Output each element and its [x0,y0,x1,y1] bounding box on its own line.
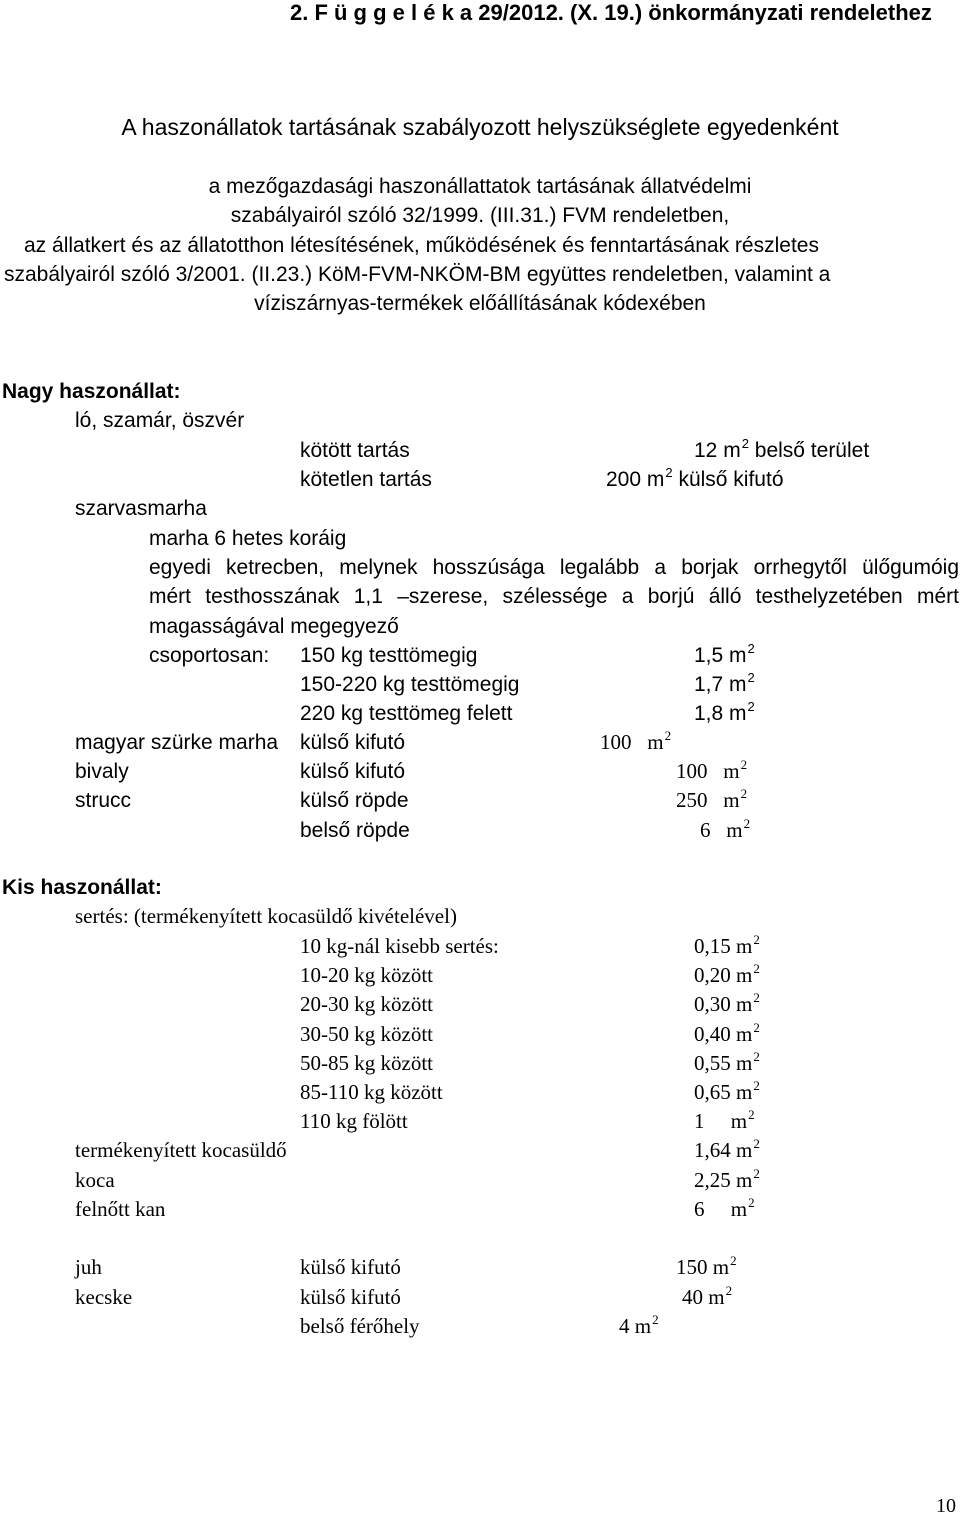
paragraph-line: egyedi ketrecben, melynek hosszúsága legalább a borjak orrhegytől ülőgumóig [149,556,959,579]
weight-desc: 10-20 kg között [300,963,433,987]
animal-label-szarvasmarha: szarvasmarha [75,497,207,520]
weight-desc: 150 kg testtömegig [300,644,478,667]
keeping-type: kötött tartás [300,439,410,462]
animal-label-sertes: sertés: (termékenyített kocasüldő kivételével) [75,904,457,928]
paragraph-line: mért testhosszának 1,1 –szerese, szélessége a borjú álló testhelyzetében mért [149,585,959,608]
paragraph-line: magasságával megegyező [149,615,399,638]
weight-desc: 85-110 kg között [300,1080,443,1104]
place-label: külső röpde [300,789,409,812]
place-label: külső kifutó [300,760,406,783]
place-label: külső kifutó [300,1285,401,1309]
intro-line: víziszárnyas-termékek előállításának kódexében [254,292,706,315]
area-value: 1 $m^2$ [694,1107,755,1133]
weight-desc: 150-220 kg testtömegig [300,673,520,696]
animal-label: koca [75,1168,115,1192]
appendix-heading: 2. F ü g g e l é k a 29/2012. (X. 19.) önkormányzati rendelethez [290,0,932,25]
area-value: 4 $m^2$ [619,1312,659,1338]
animal-label-lo: ló, szamár, öszvér [75,409,245,432]
area-value: 200 $m^2$ külső kifutó [606,465,784,491]
animal-label: termékenyített kocasüldő [75,1138,287,1162]
weight-desc: 30-50 kg között [300,1022,433,1046]
area-value: 1,8 $m^2$ [694,699,755,725]
area-value: 1,5 $m^2$ [694,641,755,667]
area-value: 40 $m^2$ [682,1283,733,1309]
area-value: 250 $m^2$ [676,786,748,812]
intro-line: szabályairól szóló 3/2001. (II.23.) KöM-FVM-NKÖM-BM együttes rendeletben, valamint a [4,263,831,286]
weight-desc: 20-30 kg között [300,992,433,1016]
intro-line: az állatkert és az állatotthon létesítésének, működésének és fenntartásának részletes [24,234,819,257]
keeping-type: kötetlen tartás [300,468,432,491]
area-value: 6 $m^2$ [694,1195,755,1221]
intro-line: a mezőgazdasági haszonállattatok tartásának állatvédelmi [208,175,752,198]
area-value: 1,7 $m^2$ [694,670,755,696]
area-value: 0,20 $m^2$ [694,961,760,987]
area-value: 12 $m^2$ belső terület [694,436,870,462]
section-heading-nagy: Nagy haszonállat: [2,380,181,403]
weight-desc: 220 kg testtömeg felett [300,702,513,725]
sub-label: marha 6 hetes koráig [149,527,347,550]
area-value: 100 $m^2$ [676,757,748,783]
area-value: 0,30 $m^2$ [694,990,760,1016]
group-label: csoportosan: [149,644,270,667]
place-label: külső kifutó [300,731,406,754]
place-label: külső kifutó [300,1255,401,1279]
place-label: belső röpde [300,819,410,842]
section-heading-kis: Kis haszonállat: [2,876,162,899]
area-value: 0,55 $m^2$ [694,1049,760,1075]
area-value: 0,15 $m^2$ [694,932,760,958]
page-number: 10 [936,1495,956,1517]
animal-label: juh [75,1255,102,1279]
area-value: 6 $m^2$ [700,816,751,842]
animal-label: kecske [75,1285,133,1309]
weight-desc: 110 kg fölött [300,1109,408,1133]
area-value: 0,40 $m^2$ [694,1020,760,1046]
animal-label: felnőtt kan [75,1197,166,1221]
area-value: 150 $m^2$ [676,1253,737,1279]
area-value: 100 $m^2$ [600,728,672,754]
animal-label: bivaly [75,760,129,783]
animal-label: strucc [75,789,132,812]
document-title: A haszonállatok tartásának szabályozott helyszükséglete egyedenként [121,114,839,140]
area-value: 1,64 $m^2$ [694,1136,760,1162]
area-value: 2,25 $m^2$ [694,1166,760,1192]
animal-label: magyar szürke marha [75,731,279,754]
weight-desc: 50-85 kg között [300,1051,433,1075]
place-label: belső férőhely [300,1314,420,1338]
weight-desc: 10 kg-nál kisebb sertés: [300,934,499,958]
area-value: 0,65 $m^2$ [694,1078,760,1104]
intro-line: szabályairól szóló 32/1999. (III.31.) FVM rendeletben, [230,204,730,227]
